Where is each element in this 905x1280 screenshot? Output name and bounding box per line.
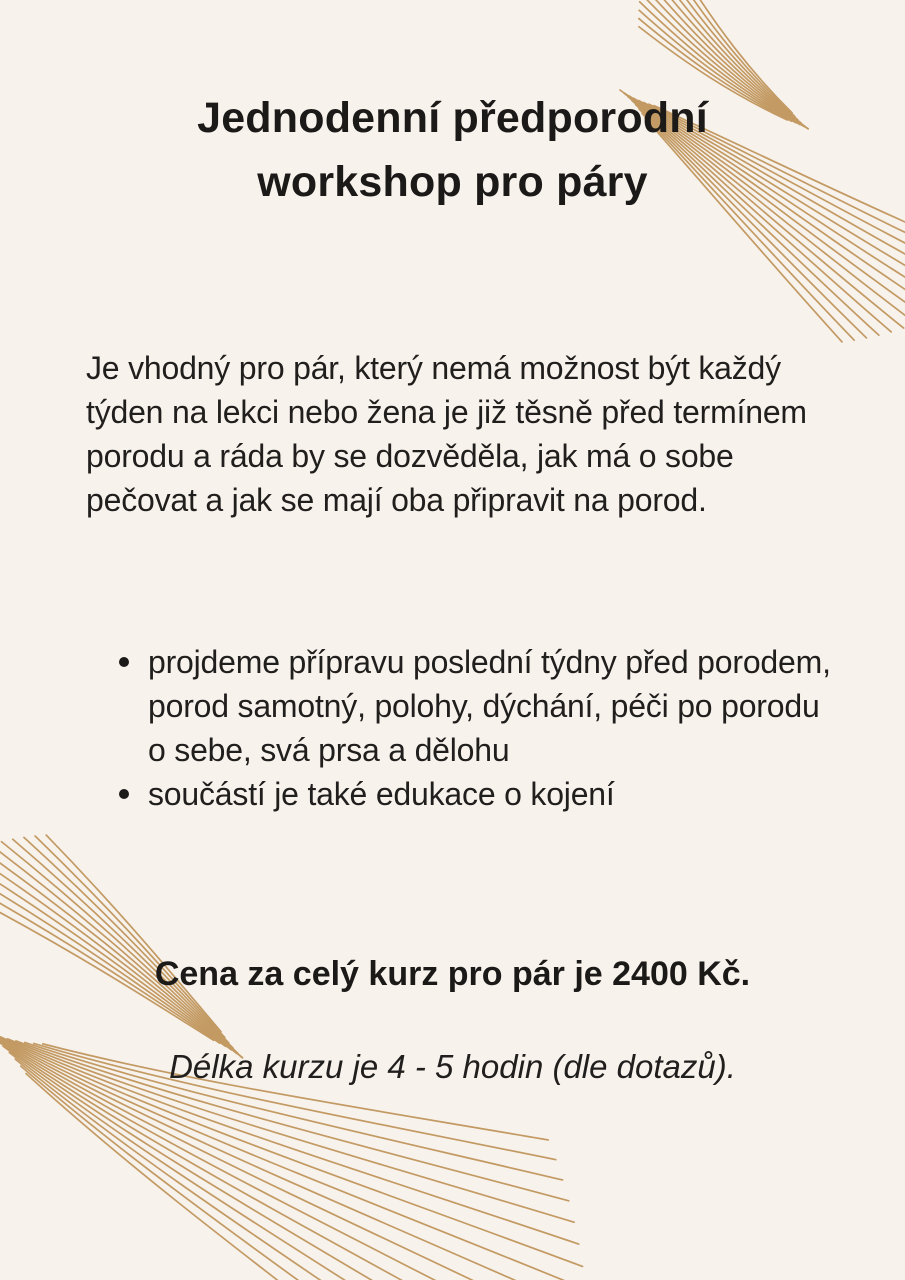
bullet-icon — [119, 657, 129, 667]
bullet-icon — [119, 789, 129, 799]
price-line: Cena za celý kurz pro pár je 2400 Kč. — [154, 955, 751, 993]
topics-list — [148, 640, 838, 816]
list-item — [148, 772, 838, 816]
list-item-text: projdeme přípravu poslední týdny před porodem, porod samotný, polohy, dýchání, péči po porodu o sebe, svá prsa a dělohu — [148, 644, 831, 768]
page-title: Jednodenní předporodní workshop pro páry — [197, 94, 708, 206]
list-item-text: součástí je také edukace o kojení — [148, 776, 615, 812]
list-item — [148, 640, 838, 772]
duration-line: Délka kurzu je 4 - 5 hodin (dle dotazů). — [169, 1048, 736, 1085]
intro-paragraph: Je vhodný pro pár, který nemá možnost být každý týden na lekci nebo žena je již těsně před termínem porodu a ráda by se dozvěděla, jak má o sobe pečovat a jak se mají oba připravit na porod. — [86, 350, 807, 518]
feather-stroke-large — [0, 952, 639, 1280]
